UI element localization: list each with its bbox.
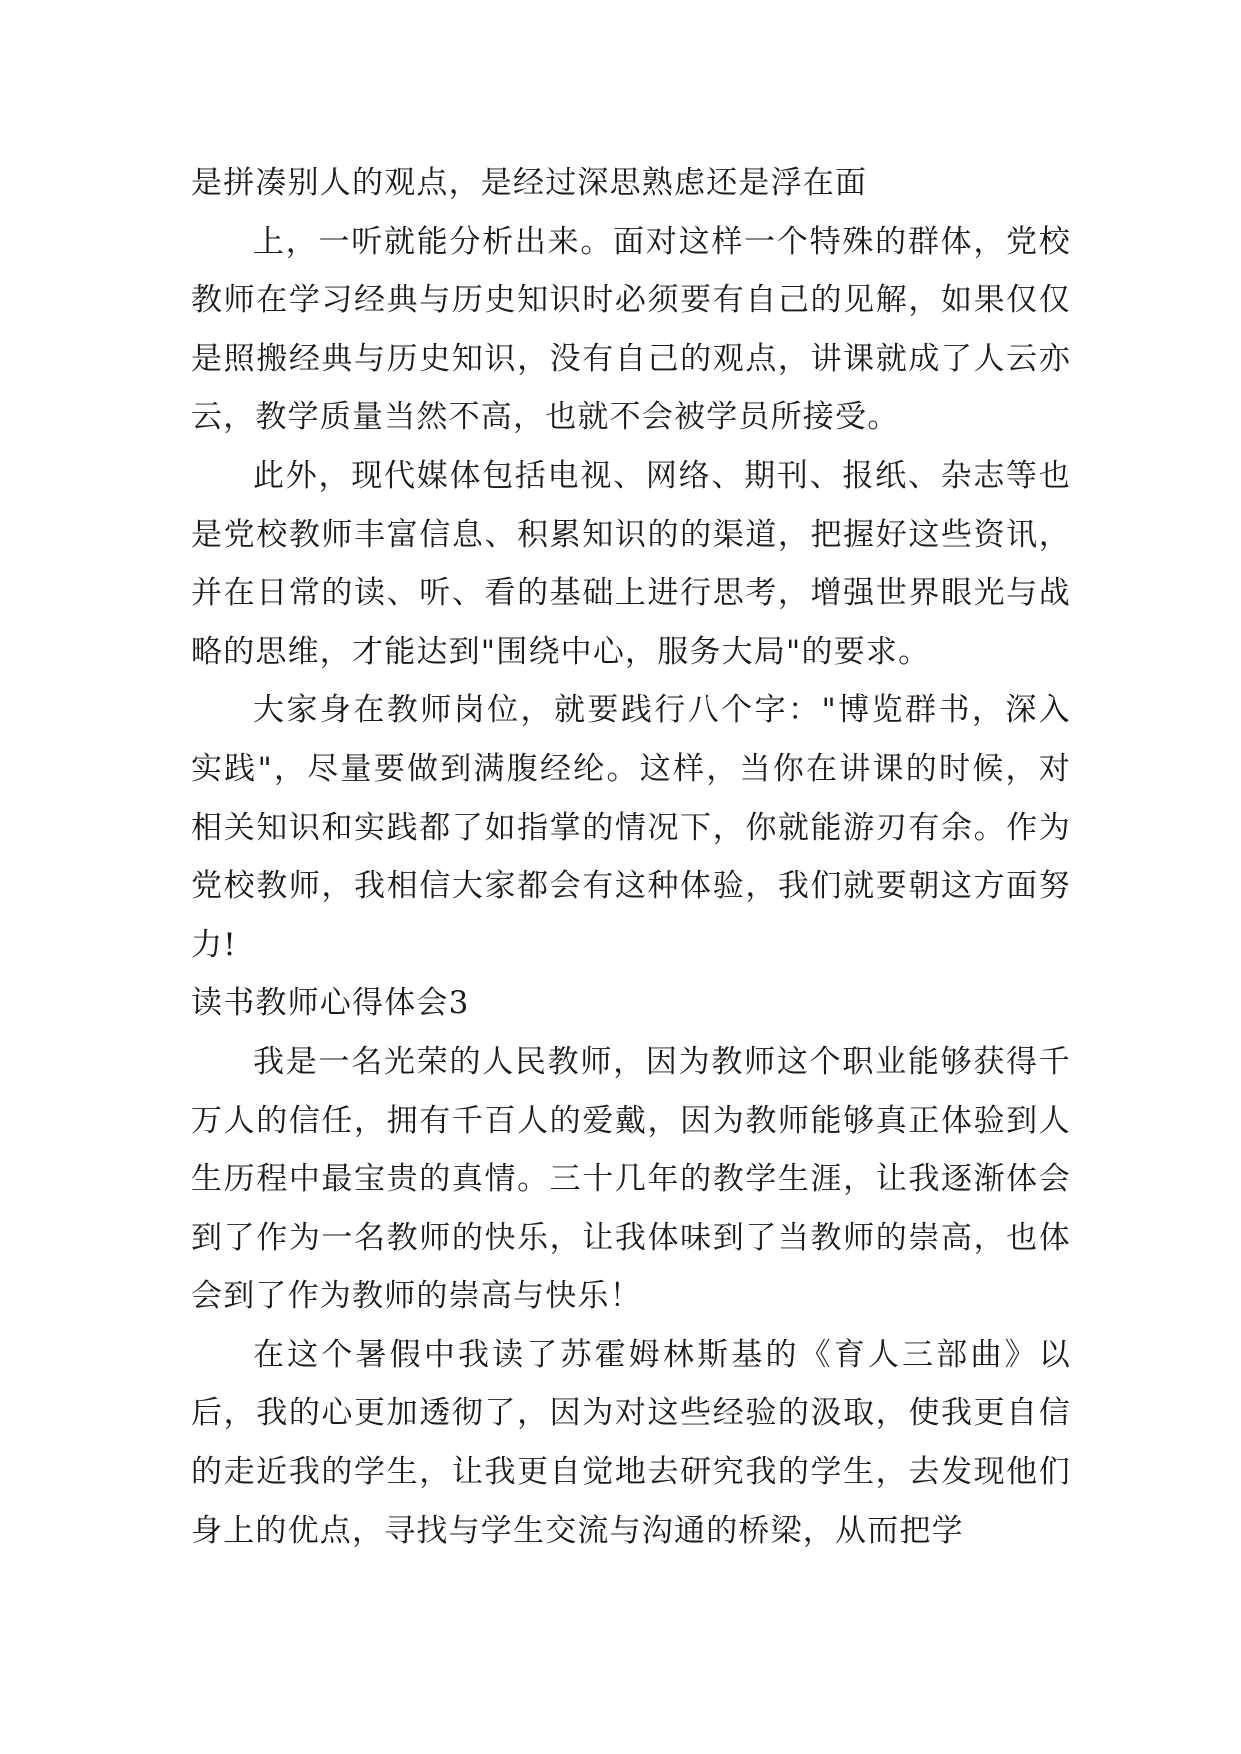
- paragraph: 上，一听就能分析出来。面对这样一个特殊的群体，党校教师在学习经典与历史知识时必须要有自己的见解，如果仅仅是照搬经典与历史知识，没有自己的观点，讲课就成了人云亦云，教学质量当然不高，也就不会被学员所接受。: [191, 223, 1071, 436]
- paragraph: 在这个暑假中我读了苏霍姆林斯基的《育人三部曲》以后，我的心更加透彻了，因为对这些经验的汲取，使我更自信的走近我的学生，让我更自觉地去研究我的学生，去发现他们身上的优点，寻找与学生交流与沟通的桥梁，从而把学: [191, 1336, 1071, 1549]
- section-heading: 读书教师心得体会3: [191, 985, 470, 1022]
- paragraph: 此外，现代媒体包括电视、网络、期刊、报纸、杂志等也是党校教师丰富信息、积累知识的的渠道，把握好这些资讯，并在日常的读、听、看的基础上进行思考，增强世界眼光与战略的思维，才能达到"围绕中心，服务大局"的要求。: [191, 457, 1071, 670]
- paragraph-continuation: 是拼凑别人的观点，是经过深思熟虑还是浮在面: [191, 165, 868, 201]
- paragraph: 我是一名光荣的人民教师，因为教师这个职业能够获得千万人的信任，拥有千百人的爱戴，因为教师能够真正体验到人生历程中最宝贵的真情。三十几年的教学生涯，让我逐渐体会到了作为一名教师的快乐，让我体味到了当教师的崇高，也体会到了作为教师的崇高与快乐！: [191, 1043, 1071, 1315]
- document-body: [191, 154, 1071, 1560]
- paragraph: 大家身在教师岗位，就要践行八个字："博览群书，深入实践"，尽量要做到满腹经纶。这样，当你在讲课的时候，对相关知识和实践都了如指掌的情况下，你就能游刃有余。作为党校教师，我相信大家都会有这种体验，我们就要朝这方面努力!: [191, 692, 1071, 963]
